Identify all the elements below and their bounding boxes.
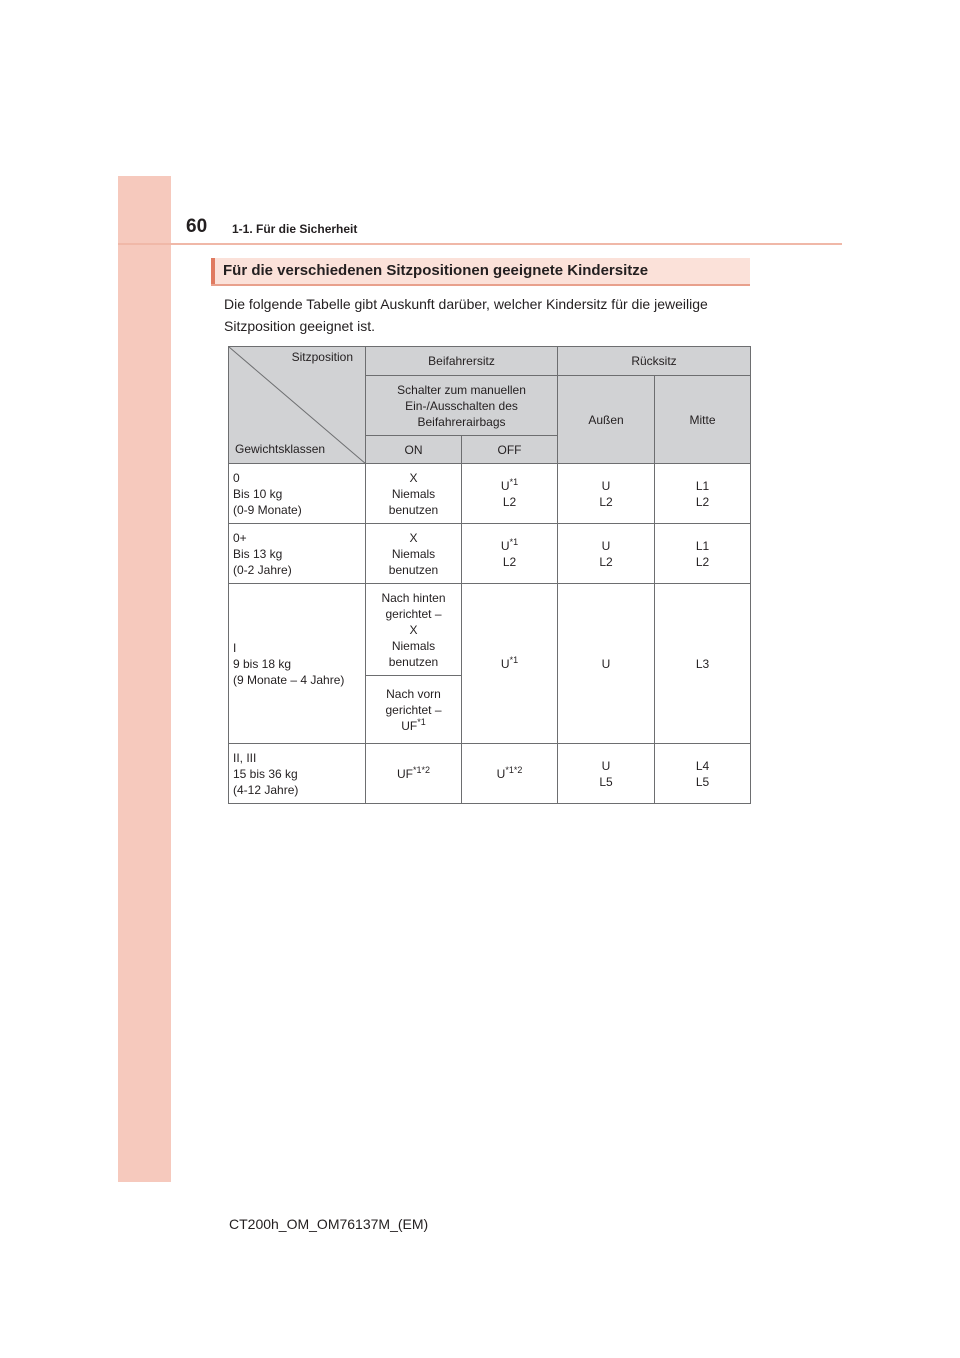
- on-cell: $UF^{*1*2}$: [366, 744, 462, 804]
- table-row: [229, 744, 751, 804]
- col-passenger-seat: Beifahrersitz: [366, 347, 558, 376]
- weight-classes-label: Gewichtsklassen: [235, 442, 326, 456]
- section-accent-bar: [211, 258, 215, 284]
- airbag-switch-header: Schalter zum manuellen Ein-/Ausschalten des Beifahrerairbags: [366, 376, 558, 436]
- col-middle: Mitte: [655, 376, 751, 464]
- off-cell: $U^{*1}$ L2: [462, 524, 558, 584]
- table-row: [229, 524, 751, 584]
- off-cell: $U^{*1}$ L2: [462, 464, 558, 524]
- middle-cell: L1 L2: [655, 464, 751, 524]
- outer-cell: U L2: [558, 464, 655, 524]
- middle-cell: L1 L2: [655, 524, 751, 584]
- section-heading: [211, 258, 750, 286]
- child-seat-table: [228, 346, 751, 804]
- col-on: ON: [366, 436, 462, 464]
- middle-cell: L4 L5: [655, 744, 751, 804]
- on-forward-facing-cell: Nach vorn gerichtet – UF$^{*1}$: [366, 676, 462, 744]
- outer-cell: U: [558, 584, 655, 744]
- col-rear-seat: Rücksitz: [558, 347, 751, 376]
- table-corner-cell: [229, 347, 366, 464]
- weight-class-cell: 0 Bis 10 kg (0-9 Monate): [229, 464, 366, 524]
- page-number: 60: [186, 216, 208, 237]
- weight-class-cell: II, III 15 bis 36 kg (4-12 Jahre): [229, 744, 366, 804]
- off-cell: $U^{*1}$: [462, 584, 558, 744]
- outer-cell: U L5: [558, 744, 655, 804]
- weight-class-cell: I 9 bis 18 kg (9 Monate – 4 Jahre): [229, 584, 366, 744]
- col-outer: Außen: [558, 376, 655, 464]
- col-off: OFF: [462, 436, 558, 464]
- seat-position-label: Sitzposition: [291, 350, 353, 364]
- on-rear-facing-cell: Nach hinten gerichtet – X Niemals benutzen: [366, 584, 462, 676]
- intro-paragraph: Die folgende Tabelle gibt Auskunft darüber, welcher Kindersitz für die jeweilige Sitzposition geeignet ist.: [224, 296, 708, 334]
- table-row: [229, 464, 751, 524]
- margin-sidebar: [118, 176, 171, 1182]
- on-cell: X Niemals benutzen: [366, 524, 462, 584]
- middle-cell: L3: [655, 584, 751, 744]
- table-row: [229, 584, 751, 676]
- weight-class-cell: 0+ Bis 13 kg (0-2 Jahre): [229, 524, 366, 584]
- chapter-title: 1-1. Für die Sicherheit: [232, 222, 358, 236]
- section-title: Für die verschiedenen Sitzpositionen geeignete Kindersitze: [223, 262, 649, 279]
- document-code-footer: CT200h_OM_OM76137M_(EM): [229, 1216, 429, 1232]
- off-cell: $U^{*1*2}$: [462, 744, 558, 804]
- on-cell: X Niemals benutzen: [366, 464, 462, 524]
- outer-cell: U L2: [558, 524, 655, 584]
- header-rule: [118, 243, 842, 245]
